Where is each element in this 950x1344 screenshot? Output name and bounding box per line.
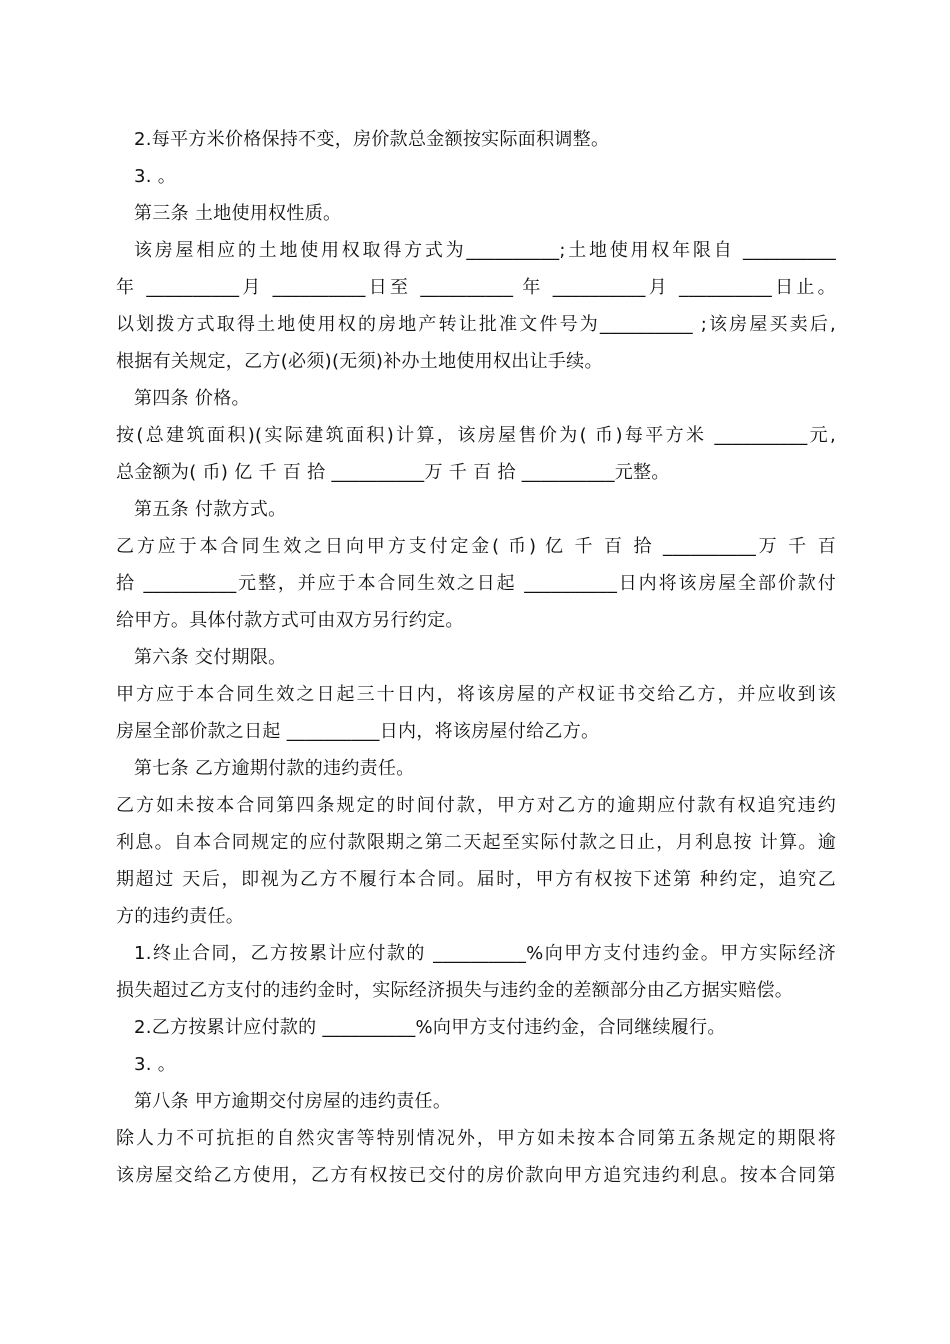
- text-line: 除人力不可抗拒的自然灾害等特别情况外，甲方如未按本合同第五条规定的期限将: [116, 1128, 836, 1149]
- text-line: 2.乙方按累计应付款的 __________%向甲方支付违约金，合同继续履行。: [134, 1017, 726, 1038]
- section-heading: 第八条 甲方逾期交付房屋的违约责任。: [134, 1091, 452, 1112]
- text-line: 损失超过乙方支付的违约金时，实际经济损失与违约金的差额部分由乙方据实赔偿。: [116, 980, 794, 1001]
- text-line: 甲方应于本合同生效之日起三十日内，将该房屋的产权证书交给乙方，并应收到该: [116, 684, 836, 705]
- text-line: 按(总建筑面积)(实际建筑面积)计算，该房屋售价为( 币)每平方米 __________元,: [116, 425, 836, 446]
- text-line: 房屋全部价款之日起 __________日内，将该房屋付给乙方。: [116, 721, 600, 742]
- text-line: 该房屋相应的土地使用权取得方式为__________;土地使用权年限自 __________: [134, 240, 836, 261]
- text-line: 该房屋交给乙方使用，乙方有权按已交付的房价款向甲方追究违约利息。按本合同第: [116, 1165, 836, 1186]
- section-heading: 第五条 付款方式。: [134, 499, 287, 520]
- text-line: 根据有关规定，乙方(必须)(无须)补办土地使用权出让手续。: [116, 351, 603, 372]
- text-line: 1.终止合同，乙方按累计应付款的 __________%向甲方支付违约金。甲方实际经济: [134, 943, 836, 964]
- section-heading: 第三条 土地使用权性质。: [134, 203, 342, 224]
- text-line: 年 __________月 __________日至 __________ 年 __________月 __________日止。: [116, 277, 836, 298]
- text-line: 3. 。: [134, 1054, 177, 1075]
- section-heading: 第六条 交付期限。: [134, 647, 287, 668]
- text-line: 方的违约责任。: [116, 906, 245, 927]
- text-line: 利息。自本合同规定的应付款限期之第二天起至实际付款之日止，月利息按 计算。逾: [116, 832, 836, 853]
- text-line: 乙方如未按本合同第四条规定的时间付款，甲方对乙方的逾期应付款有权追究违约: [116, 795, 836, 816]
- text-line: 拾 __________元整，并应于本合同生效之日起 __________日内将该房屋全部价款付: [116, 573, 836, 594]
- text-line: 以划拨方式取得土地使用权的房地产转让批准文件号为__________ ;该房屋买卖后,: [116, 314, 836, 335]
- text-line: 3. 。: [134, 166, 177, 187]
- text-line: 乙方应于本合同生效之日向甲方支付定金( 币) 亿 千 百 拾 __________万 千 百: [116, 536, 836, 557]
- text-line: 期超过 天后，即视为乙方不履行本合同。届时，甲方有权按下述第 种约定，追究乙: [116, 869, 836, 890]
- text-line: 2.每平方米价格保持不变，房价款总金额按实际面积调整。: [134, 129, 610, 150]
- text-line: 总金额为( 币) 亿 千 百 拾 __________万 千 百 拾 __________元整。: [116, 462, 670, 483]
- section-heading: 第四条 价格。: [134, 388, 250, 409]
- text-line: 给甲方。具体付款方式可由双方另行约定。: [116, 610, 464, 631]
- section-heading: 第七条 乙方逾期付款的违约责任。: [134, 758, 415, 779]
